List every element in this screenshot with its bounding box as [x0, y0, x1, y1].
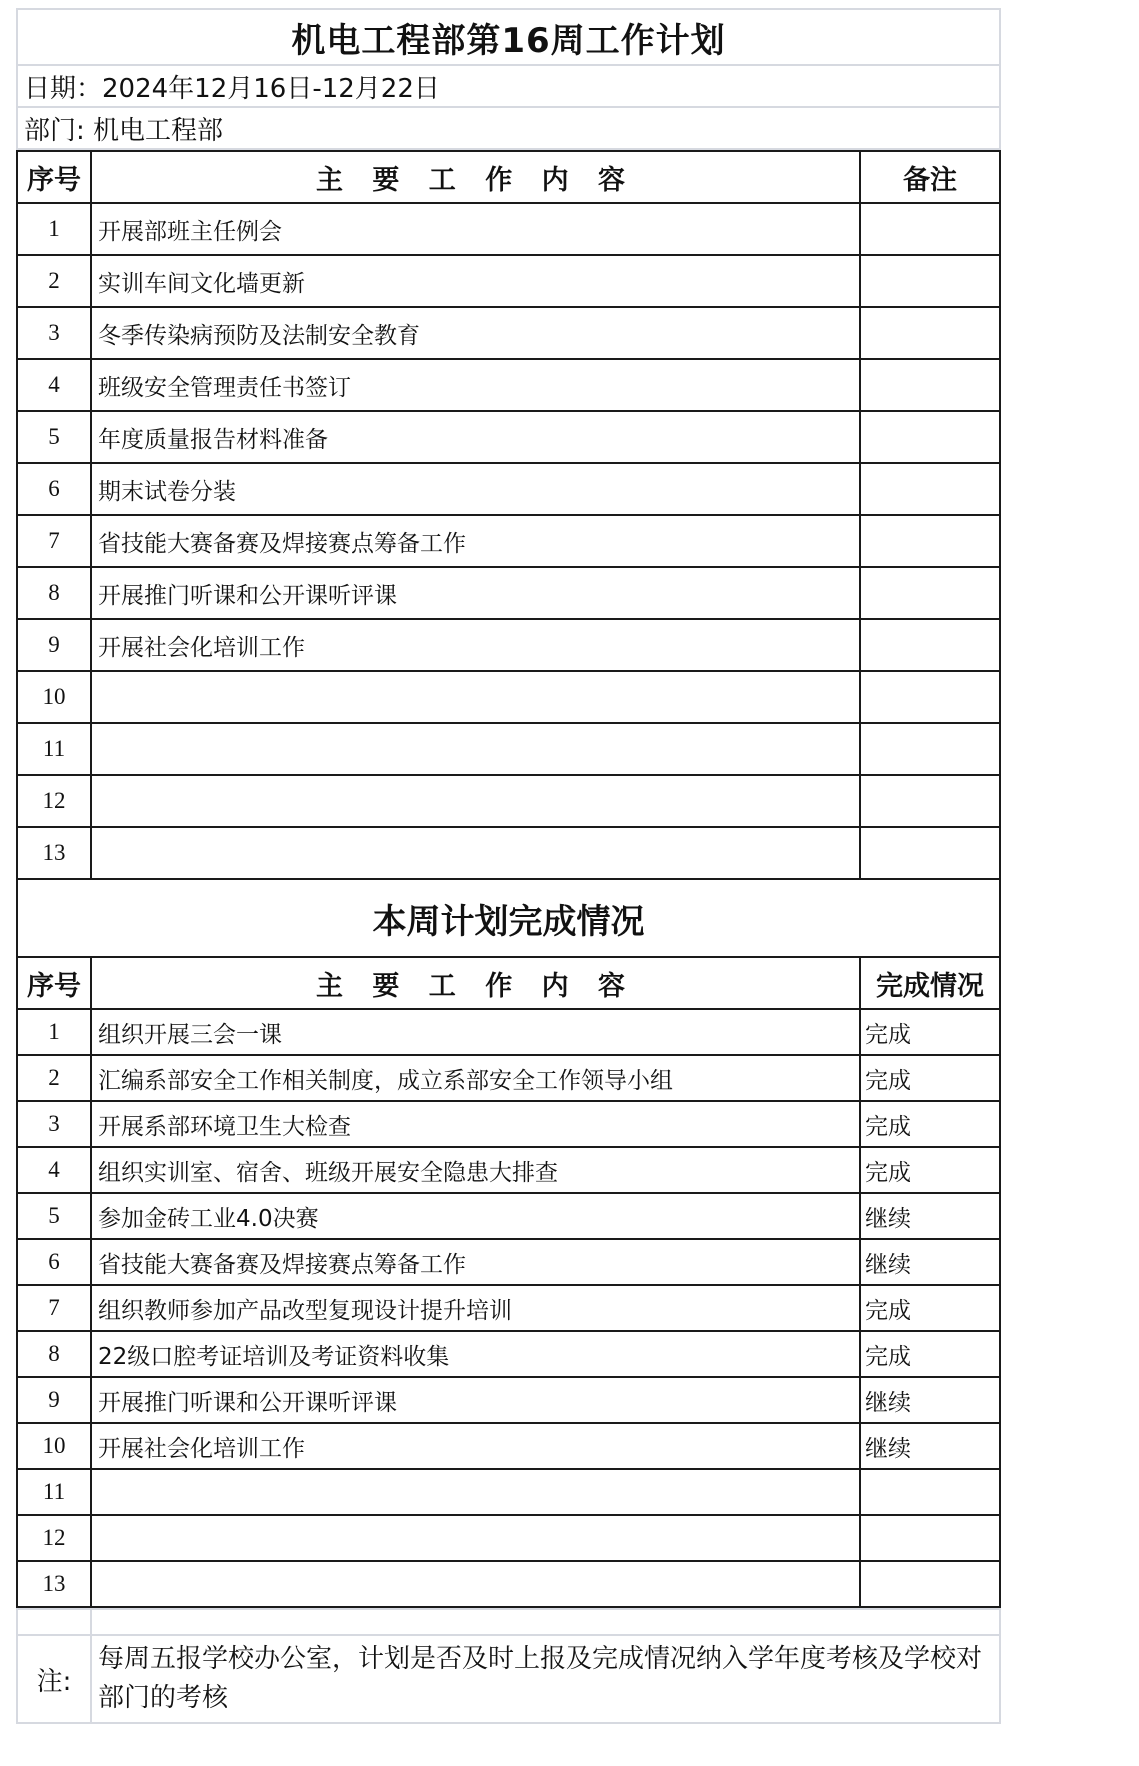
plan-row-num: 10	[17, 671, 91, 723]
completion-row-status: 完成	[860, 1101, 1000, 1147]
completion-row	[17, 1285, 1000, 1331]
plan-table	[16, 150, 1001, 1608]
plan-row-content: 期末试卷分装	[91, 463, 860, 515]
completion-row-status: 继续	[860, 1423, 1000, 1469]
plan-row-note	[860, 619, 1000, 671]
plan-row-num: 2	[17, 255, 91, 307]
department-line: 部门: 机电工程部	[17, 107, 1000, 149]
plan-row-num: 1	[17, 203, 91, 255]
plan-row-note	[860, 411, 1000, 463]
plan-row	[17, 255, 1000, 307]
plan-row-content: 冬季传染病预防及法制安全教育	[91, 307, 860, 359]
completion-title-row	[17, 879, 1000, 957]
plan-row-num: 5	[17, 411, 91, 463]
plan-row-content: 开展部班主任例会	[91, 203, 860, 255]
completion-row-content: 开展社会化培训工作	[91, 1423, 860, 1469]
plan-row	[17, 307, 1000, 359]
plan-row-content: 实训车间文化墙更新	[91, 255, 860, 307]
plan-row-content	[91, 827, 860, 879]
plan-row-content	[91, 775, 860, 827]
completion-row-num: 7	[17, 1285, 91, 1331]
completion-row-num: 1	[17, 1009, 91, 1055]
plan-row	[17, 775, 1000, 827]
completion-row	[17, 1147, 1000, 1193]
plan-row-num: 12	[17, 775, 91, 827]
completion-row	[17, 1239, 1000, 1285]
plan-header-content: 主 要 工 作 内 容	[91, 151, 860, 203]
plan-row	[17, 463, 1000, 515]
plan-row-content: 年度质量报告材料准备	[91, 411, 860, 463]
plan-row-content	[91, 723, 860, 775]
plan-row	[17, 567, 1000, 619]
completion-row-num: 12	[17, 1515, 91, 1561]
plan-row	[17, 671, 1000, 723]
plan-row-content: 省技能大赛备赛及焊接赛点筹备工作	[91, 515, 860, 567]
completion-row-status: 完成	[860, 1147, 1000, 1193]
completion-row-content	[91, 1469, 860, 1515]
plan-header-num: 序号	[17, 151, 91, 203]
plan-row-note	[860, 827, 1000, 879]
completion-row	[17, 1377, 1000, 1423]
completion-header-status: 完成情况	[860, 957, 1000, 1009]
completion-row-num: 8	[17, 1331, 91, 1377]
completion-row-content: 组织实训室、宿舍、班级开展安全隐患大排查	[91, 1147, 860, 1193]
plan-row-note	[860, 515, 1000, 567]
plan-row-content: 班级安全管理责任书签订	[91, 359, 860, 411]
plan-row-note	[860, 307, 1000, 359]
completion-row	[17, 1331, 1000, 1377]
plan-row-note	[860, 359, 1000, 411]
header-table	[16, 8, 1001, 150]
completion-row-num: 9	[17, 1377, 91, 1423]
completion-row-status: 继续	[860, 1377, 1000, 1423]
work-plan-sheet	[16, 8, 999, 1724]
plan-row	[17, 723, 1000, 775]
plan-rows	[17, 203, 1000, 879]
plan-row-content: 开展推门听课和公开课听评课	[91, 567, 860, 619]
plan-row-num: 4	[17, 359, 91, 411]
completion-row	[17, 1101, 1000, 1147]
completion-row-status: 继续	[860, 1239, 1000, 1285]
plan-row-content	[91, 671, 860, 723]
completion-row-content: 汇编系部安全工作相关制度，成立系部安全工作领导小组	[91, 1055, 860, 1101]
plan-row-num: 13	[17, 827, 91, 879]
completion-row-status: 完成	[860, 1285, 1000, 1331]
completion-row-content: 省技能大赛备赛及焊接赛点筹备工作	[91, 1239, 860, 1285]
completion-row	[17, 1193, 1000, 1239]
plan-row-note	[860, 255, 1000, 307]
completion-row	[17, 1469, 1000, 1515]
plan-header-row	[17, 151, 1000, 203]
completion-row-content: 组织开展三会一课	[91, 1009, 860, 1055]
plan-row-note	[860, 671, 1000, 723]
completion-row-num: 11	[17, 1469, 91, 1515]
footnote-label: 注:	[17, 1635, 91, 1723]
page-title: 机电工程部第16周工作计划	[17, 9, 1000, 65]
completion-row-content: 组织教师参加产品改型复现设计提升培训	[91, 1285, 860, 1331]
plan-row	[17, 619, 1000, 671]
completion-row-num: 6	[17, 1239, 91, 1285]
completion-row	[17, 1561, 1000, 1607]
completion-row-status: 完成	[860, 1055, 1000, 1101]
completion-row-num: 2	[17, 1055, 91, 1101]
completion-row	[17, 1055, 1000, 1101]
plan-row-num: 8	[17, 567, 91, 619]
completion-row-status	[860, 1515, 1000, 1561]
completion-row	[17, 1009, 1000, 1055]
completion-row-status	[860, 1469, 1000, 1515]
footnote-spacer	[17, 1609, 1000, 1635]
plan-row-num: 6	[17, 463, 91, 515]
completion-header-row	[17, 957, 1000, 1009]
plan-row-note	[860, 723, 1000, 775]
completion-row-content: 开展系部环境卫生大检查	[91, 1101, 860, 1147]
completion-row-num: 10	[17, 1423, 91, 1469]
plan-row	[17, 515, 1000, 567]
plan-row-content: 开展社会化培训工作	[91, 619, 860, 671]
plan-row	[17, 203, 1000, 255]
plan-row-note	[860, 203, 1000, 255]
completion-row-status	[860, 1561, 1000, 1607]
footnote-table	[16, 1608, 1001, 1724]
completion-header-content: 主 要 工 作 内 容	[91, 957, 860, 1009]
plan-row-num: 3	[17, 307, 91, 359]
completion-row-content: 参加金砖工业4.0决赛	[91, 1193, 860, 1239]
completion-title: 本周计划完成情况	[17, 879, 1000, 957]
completion-row	[17, 1423, 1000, 1469]
plan-row	[17, 827, 1000, 879]
plan-row-note	[860, 567, 1000, 619]
completion-row	[17, 1515, 1000, 1561]
plan-row	[17, 411, 1000, 463]
completion-row-status: 继续	[860, 1193, 1000, 1239]
completion-row-content	[91, 1515, 860, 1561]
plan-row-num: 9	[17, 619, 91, 671]
plan-row-note	[860, 463, 1000, 515]
plan-row-num: 11	[17, 723, 91, 775]
completion-rows	[17, 1009, 1000, 1607]
completion-row-num: 3	[17, 1101, 91, 1147]
completion-row-content: 开展推门听课和公开课听评课	[91, 1377, 860, 1423]
completion-row-num: 13	[17, 1561, 91, 1607]
plan-row-note	[860, 775, 1000, 827]
completion-row-content	[91, 1561, 860, 1607]
footnote-text: 每周五报学校办公室，计划是否及时上报及完成情况纳入学年度考核及学校对部门的考核	[91, 1635, 1000, 1723]
plan-row	[17, 359, 1000, 411]
plan-header-note: 备注	[860, 151, 1000, 203]
completion-row-num: 4	[17, 1147, 91, 1193]
completion-row-status: 完成	[860, 1009, 1000, 1055]
completion-header-num: 序号	[17, 957, 91, 1009]
plan-row-num: 7	[17, 515, 91, 567]
completion-row-content: 22级口腔考证培训及考证资料收集	[91, 1331, 860, 1377]
completion-row-status: 完成	[860, 1331, 1000, 1377]
completion-row-num: 5	[17, 1193, 91, 1239]
date-line: 日期：2024年12月16日-12月22日	[17, 65, 1000, 107]
